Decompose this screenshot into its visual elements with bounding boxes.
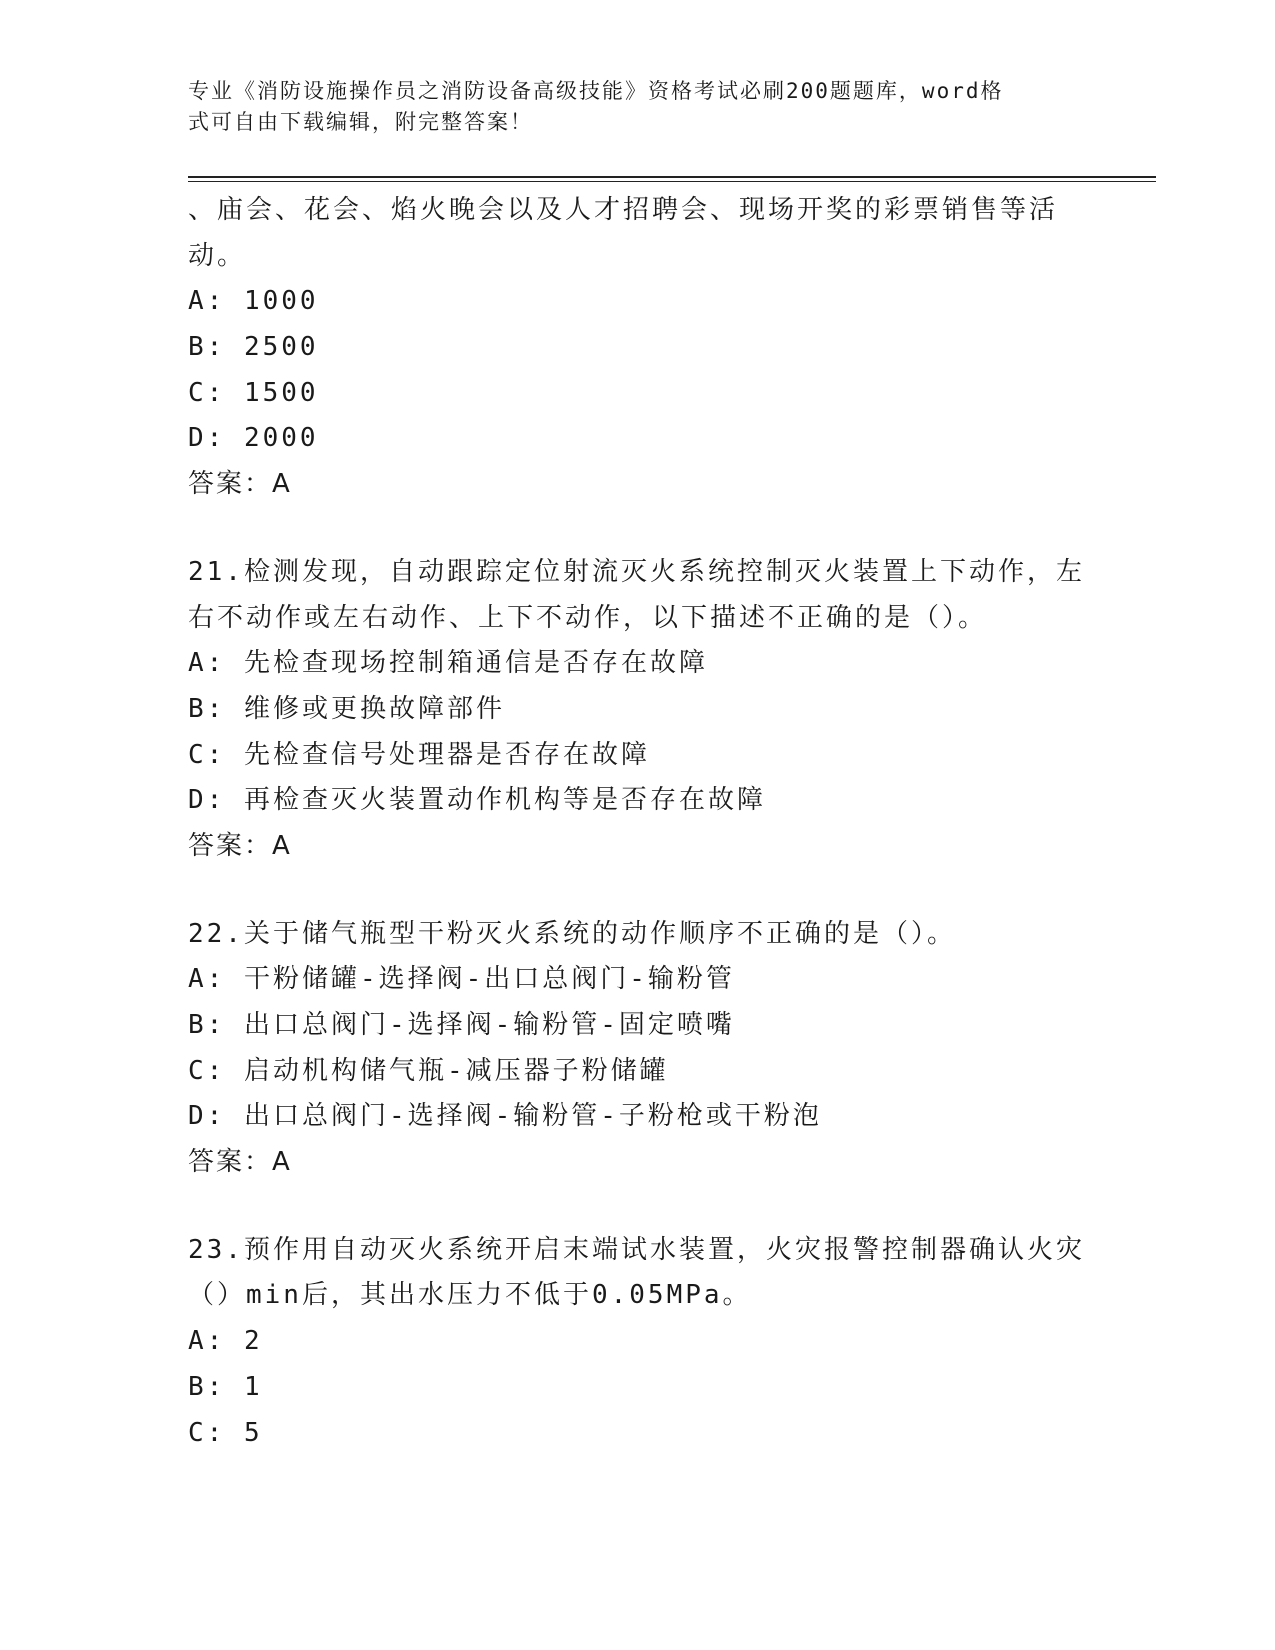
question-text-line: 22.关于储气瓶型干粉灭火系统的动作顺序不正确的是（）。 (188, 918, 956, 949)
question-text-line: 、庙会、花会、焰火晚会以及人才招聘会、现场开奖的彩票销售等活 (188, 195, 1059, 225)
document-header (188, 76, 1068, 138)
spacer (188, 870, 1088, 912)
option-b: B: 2500 (188, 332, 319, 363)
option-a: A: 干粉储罐-选择阀-出口总阀门-输粉管 (188, 964, 735, 995)
option-b: B: 1 (188, 1371, 263, 1402)
question-text-line: 23.预作用自动灭火系统开启末端试水装置，火灾报警控制器确认火灾 (188, 1234, 1085, 1265)
option-c: C: 1500 (188, 377, 319, 408)
question-text-line: 21.检测发现，自动跟踪定位射流灭火系统控制灭火装置上下动作，左 (188, 556, 1085, 587)
option-d: D: 出口总阀门-选择阀-输粉管-子粉枪或干粉泡 (188, 1101, 822, 1132)
question-21 (188, 550, 1088, 870)
answer-line: 答案：A (188, 1147, 292, 1178)
option-c: C: 先检查信号处理器是否存在故障 (188, 739, 650, 770)
option-d: D: 再检查灭火装置动作机构等是否存在故障 (188, 785, 766, 816)
option-a: A: 先检查现场控制箱通信是否存在故障 (188, 648, 708, 679)
question-content (188, 188, 1088, 1456)
question-22 (188, 912, 1088, 1186)
option-d: D: 2000 (188, 423, 319, 454)
answer-line: 答案：A (188, 469, 292, 500)
question-20-continuation (188, 188, 1088, 508)
header-divider-thin (188, 181, 1156, 182)
question-23 (188, 1228, 1088, 1456)
answer-line: 答案：A (188, 830, 292, 861)
option-b: B: 维修或更换故障部件 (188, 693, 505, 724)
option-a: A: 2 (188, 1326, 263, 1357)
question-text-line: 动。 (188, 240, 247, 271)
spacer (188, 508, 1088, 550)
header-line-1: 专业《消防设施操作员之消防设备高级技能》资格考试必刷200题题库，word格 (188, 79, 1004, 103)
spacer (188, 1186, 1088, 1228)
header-line-2: 式可自由下载编辑，附完整答案！ (188, 110, 533, 134)
option-c: C: 5 (188, 1417, 263, 1448)
question-text-line: 右不动作或左右动作、上下不动作，以下描述不正确的是（）。 (188, 602, 988, 633)
option-a: A: 1000 (188, 286, 319, 317)
option-c: C: 启动机构储气瓶-减压器子粉储罐 (188, 1055, 669, 1086)
header-divider-thick (188, 176, 1156, 178)
option-b: B: 出口总阀门-选择阀-输粉管-固定喷嘴 (188, 1010, 735, 1040)
question-text-line: （）min后，其出水压力不低于0.05MPa。 (188, 1280, 752, 1311)
